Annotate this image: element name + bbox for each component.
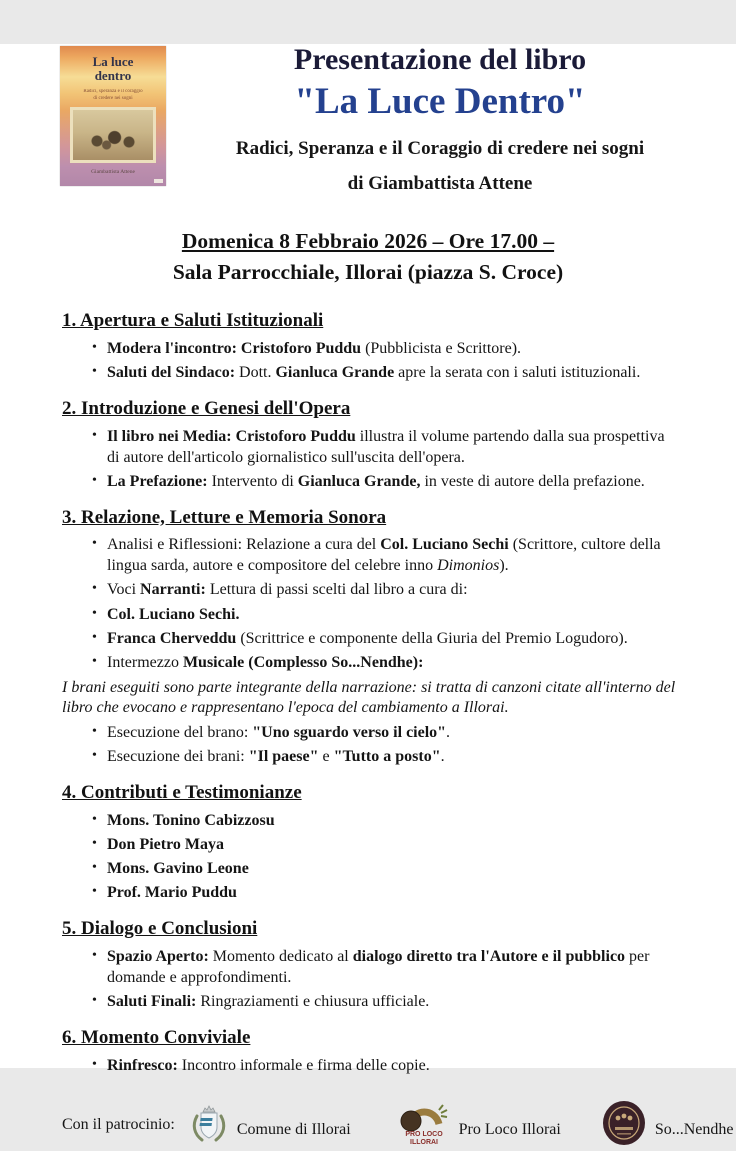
text-segment: Spazio Aperto: [107, 947, 209, 965]
section-heading: 6. Momento Conviviale [62, 1026, 251, 1048]
text-segment: Intermezzo [107, 654, 183, 672]
text-segment: Analisi e Riflessioni: Relazione a cura del [107, 536, 381, 554]
text-segment: Lettura di passi scelti dal libro a cura di: [205, 581, 468, 599]
book-cover-title-line1: La luce [92, 54, 134, 69]
pro-loco-illorai-logo-icon [397, 1100, 451, 1151]
header-titles [186, 44, 694, 195]
agenda-section-5 [62, 917, 680, 1013]
book-cover-image [60, 46, 166, 186]
bullet-list [62, 947, 680, 1013]
agenda-section-1 [62, 309, 680, 384]
agenda-item [90, 339, 680, 360]
text-segment: Saluti del Sindaco: [107, 364, 236, 382]
section-heading: 2. Introduzione e Genesi dell'Opera [62, 398, 351, 420]
text-segment: apre la serata con i saluti istituzionali. [394, 364, 641, 382]
book-cover-subtitle: Radici, speranza e il coraggio di credere nei sogni [83, 88, 143, 101]
text-segment: Modera l'incontro: Cristoforo Puddu [107, 340, 362, 358]
bullet-list [62, 339, 680, 384]
section-heading: 5. Dialogo e Conclusioni [62, 918, 258, 940]
text-segment: Esecuzione dei brani: [107, 748, 249, 766]
text-segment: Mons. Tonino Cabizzosu [107, 811, 275, 829]
agenda-item [90, 472, 680, 493]
agenda-item [90, 629, 680, 650]
agenda-section-6 [62, 1026, 680, 1076]
text-segment: per domande e approfondimenti. [107, 947, 650, 986]
event-date: Domenica 8 Febbraio 2026 – Ore 17.00 – [181, 229, 555, 253]
text-segment: Narranti: [140, 581, 206, 599]
text-segment: Prof. Mario Puddu [107, 884, 237, 902]
agenda-item [90, 947, 680, 989]
pro-loco-illorai-logo-group [397, 1100, 561, 1151]
section-heading: 4. Contributi e Testimonianze [62, 781, 302, 803]
book-cover-author: Giambattista Attene [91, 168, 135, 175]
footer [0, 1080, 736, 1151]
event-venue: Sala Parrocchiale, Illorai (piazza S. Croce) [172, 260, 564, 285]
header [0, 44, 736, 212]
text-segment: Mons. Gavino Leone [107, 860, 249, 878]
flyer-page [0, 43, 736, 1146]
bullet-list [62, 1056, 680, 1077]
agenda-item [90, 723, 680, 744]
event-info [0, 226, 736, 288]
agenda-item [90, 1056, 680, 1077]
author-line: di Giambattista Attene [347, 173, 533, 195]
agenda-item [90, 363, 680, 384]
agenda-item [90, 859, 680, 880]
agenda-sections [0, 288, 736, 1076]
text-segment: Col. Luciano Sechi. [107, 605, 240, 623]
pro-loco-illorai-label: Pro Loco Illorai [458, 1121, 561, 1139]
agenda-section-4 [62, 781, 680, 904]
agenda-item [90, 605, 680, 626]
text-segment: Incontro informale e firma delle copie. [177, 1056, 430, 1074]
bullet-list [62, 723, 680, 768]
text-segment: Intervento di [207, 472, 298, 490]
text-segment: La Prefazione: [107, 472, 208, 490]
bullet-list [62, 535, 680, 674]
book-cover-title [60, 46, 166, 84]
agenda-item [90, 747, 680, 768]
text-segment: Gianluca Grande [275, 364, 395, 382]
text-segment: "Il paese" [248, 748, 319, 766]
text-segment: I brani eseguiti sono parte integrante della narrazione: si tratta di canzoni citate all'interno del libro che evocano e rappresentano l'epoca del cambiamento a Illorai. [62, 678, 676, 717]
text-segment: "Uno sguardo verso il cielo" [252, 723, 447, 741]
book-subtitle: Radici, Speranza e il Coraggio di credere nei sogni [235, 138, 645, 160]
text-segment: Franca Cherveddu [107, 630, 237, 648]
text-segment: (Scrittore, cultore della lingua sarda, autore e compositore del celebre inno [107, 536, 661, 575]
so-nendhe-label: So...Nendhe [654, 1121, 734, 1139]
text-segment: in veste di autore della prefazione. [420, 472, 645, 490]
text-segment: Momento dedicato al [208, 947, 353, 965]
comune-di-illorai-label: Comune di Illorai [236, 1121, 351, 1139]
text-segment: Don Pietro Maya [107, 835, 225, 853]
svg-text:ILLORAI: ILLORAI [409, 1138, 438, 1146]
agenda-item [90, 580, 680, 601]
section-heading: 3. Relazione, Letture e Memoria Sonora [62, 506, 387, 528]
text-segment: (Scrittrice e componente della Giuria del Premio Logudoro). [236, 630, 628, 648]
text-segment: e [318, 748, 334, 766]
comune-di-illorai-logo-group [189, 1101, 351, 1150]
svg-text:PRO LOCO: PRO LOCO [404, 1130, 443, 1138]
text-segment: dialogo diretto tra l'Autore e il pubblico [352, 947, 626, 965]
text-segment: "Tutto a posto" [333, 748, 441, 766]
page-title: Presentazione del libro [293, 43, 587, 76]
patronage-label: Con il patrocinio: [62, 1116, 175, 1134]
bullet-list [62, 427, 680, 493]
agenda-item [90, 535, 680, 577]
text-segment: Il libro nei Media: Cristoforo Puddu [107, 427, 356, 445]
bullet-list [62, 811, 680, 905]
agenda-item [90, 427, 680, 469]
so-nendhe-logo-icon [601, 1100, 647, 1151]
agenda-item [90, 811, 680, 832]
text-segment: Rinfresco: [107, 1056, 178, 1074]
book-cover-publisher-mark [154, 179, 163, 183]
agenda-item [90, 835, 680, 856]
text-segment: Ringraziamenti e chiusura ufficiale. [196, 993, 430, 1011]
text-segment: . [440, 748, 445, 766]
text-segment: Col. Luciano Sechi [380, 536, 509, 554]
text-segment: Musicale (Complesso So...Nendhe): [182, 654, 424, 672]
text-segment: illustra il volume partendo dalla sua prospettiva di autore dell'articolo giornalistico sull'uscita dell'opera. [107, 427, 665, 466]
text-segment: (Pubblicista e Scrittore). [361, 340, 522, 358]
book-cover-title-line2: dentro [94, 68, 132, 84]
text-segment: Dimonios [437, 557, 500, 575]
text-segment: . [446, 723, 451, 741]
agenda-item [90, 992, 680, 1013]
note-paragraph [62, 678, 680, 720]
agenda-section-3 [62, 506, 680, 768]
text-segment: Gianluca Grande, [297, 472, 421, 490]
text-segment: Dott. [235, 364, 276, 382]
agenda-item [90, 883, 680, 904]
agenda-item [90, 653, 680, 674]
text-segment: Esecuzione del brano: [107, 723, 253, 741]
section-heading: 1. Apertura e Saluti Istituzionali [62, 310, 324, 332]
text-segment: ). [499, 557, 509, 575]
agenda-section-2 [62, 397, 680, 493]
comune-di-illorai-crest-icon [189, 1101, 229, 1150]
book-cover-photo [70, 107, 156, 163]
so-nendhe-logo-group [601, 1100, 734, 1151]
book-title: "La Luce Dentro" [294, 80, 586, 122]
text-segment: Saluti Finali: [107, 993, 197, 1011]
text-segment: Voci [107, 581, 141, 599]
